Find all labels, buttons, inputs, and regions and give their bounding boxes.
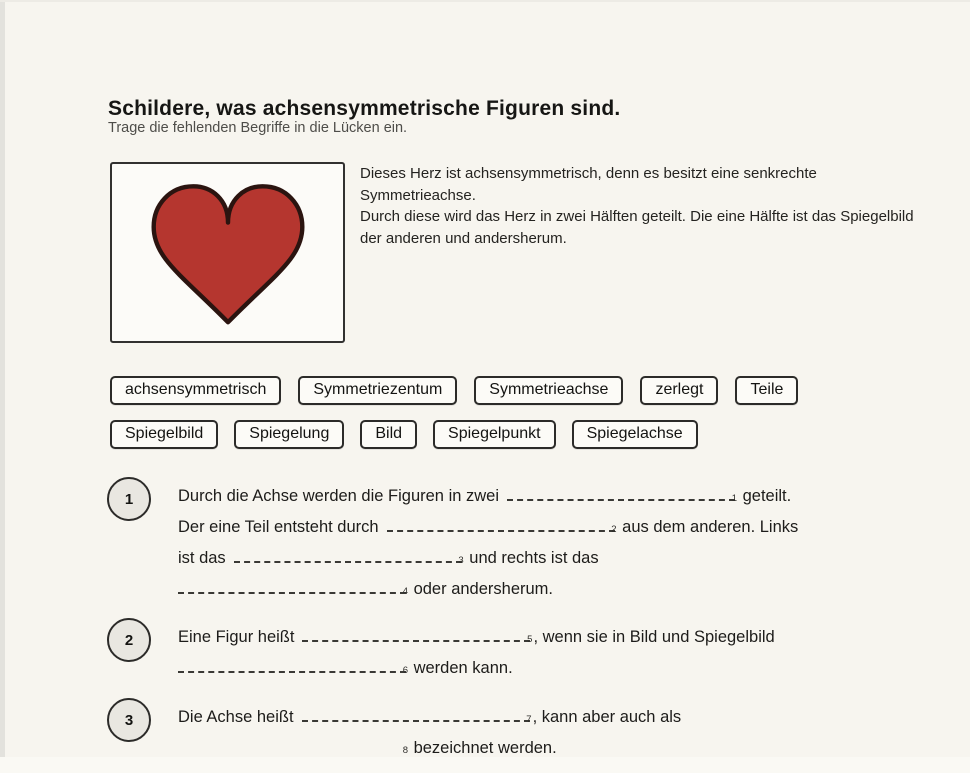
blank-7-index: 7: [526, 713, 532, 725]
blank-3-index: 3: [458, 554, 464, 566]
question-1-number: 1: [107, 477, 151, 521]
answer-blank-7[interactable]: [302, 705, 532, 725]
word-bank-row-1: [110, 376, 798, 405]
word-chip-teile[interactable]: Teile: [735, 376, 798, 405]
question-2-text: [178, 622, 898, 684]
answer-blank-4[interactable]: [178, 577, 408, 597]
blank-1-index: 1: [731, 492, 738, 504]
q1-line2-post: aus dem anderen. Links: [617, 518, 799, 536]
question-3-number: 3: [107, 698, 151, 742]
q1-line4-post: oder andersherum.: [409, 580, 553, 598]
heart-icon: [142, 177, 314, 329]
answer-blank-1[interactable]: [507, 484, 738, 504]
word-chip-spiegelpunkt[interactable]: Spiegelpunkt: [433, 420, 556, 449]
question-2-number: 2: [107, 618, 151, 662]
heart-image-frame: [110, 162, 345, 343]
left-edge-strip: [0, 0, 5, 773]
answer-blank-2[interactable]: [387, 515, 617, 535]
word-chip-symmetrieachse[interactable]: Symmetrieachse: [474, 376, 623, 405]
blank-5-index: 5: [527, 633, 533, 645]
blank-4-index: 4: [402, 585, 408, 597]
q3-line1-post: , kann aber auch als: [532, 708, 682, 726]
word-chip-spiegelbild[interactable]: Spiegelbild: [110, 420, 218, 449]
answer-blank-5[interactable]: [302, 625, 533, 645]
word-chip-zerlegt[interactable]: zerlegt: [640, 376, 718, 405]
q1-line2-pre: Der eine Teil entsteht durch: [178, 518, 379, 536]
page-subtitle: Trage die fehlenden Begriffe in die Lücken ein.: [108, 120, 408, 136]
blank-8-index: 8: [402, 744, 408, 756]
word-bank-row-2: [110, 420, 698, 449]
q1-line1-post: geteilt.: [738, 487, 792, 505]
q3-line2-post: bezeichnet werden.: [409, 739, 557, 757]
answer-blank-6[interactable]: [178, 656, 408, 676]
word-chip-spiegelachse[interactable]: Spiegelachse: [572, 420, 698, 449]
top-edge-strip: [0, 0, 970, 2]
blank-6-index: 6: [402, 664, 408, 676]
q2-line1-pre: Eine Figur heißt: [178, 628, 295, 646]
question-3-text: [178, 702, 898, 764]
q1-line1-pre: Durch die Achse werden die Figuren in zwei: [178, 487, 500, 505]
heart-description-paragraph-2: Durch diese wird das Herz in zwei Hälften geteilt. Die eine Hälfte ist das Spiegelbild der anderen und andersherum.: [360, 208, 914, 247]
question-1-text: [178, 481, 898, 605]
q1-line3-pre: ist das: [178, 549, 226, 567]
word-chip-bild[interactable]: Bild: [360, 420, 417, 449]
heart-description: [360, 163, 918, 249]
q3-line1-pre: Die Achse heißt: [178, 708, 294, 726]
q2-line1-post: , wenn sie in Bild und Spiegelbild: [533, 628, 775, 646]
word-chip-achsensymmetrisch[interactable]: achsensymmetrisch: [110, 376, 281, 405]
q2-line2-post: werden kann.: [409, 659, 513, 677]
page-title: Schildere, was achsensymmetrische Figuren sind.: [108, 97, 621, 121]
answer-blank-8[interactable]: [178, 736, 408, 756]
answer-blank-3[interactable]: [234, 546, 464, 566]
q1-line3-post: und rechts ist das: [464, 549, 599, 567]
heart-description-paragraph-1: Dieses Herz ist achsensymmetrisch, denn es besitzt eine senkrechte Symmetrieachse.: [360, 165, 817, 204]
word-chip-spiegelung[interactable]: Spiegelung: [234, 420, 344, 449]
word-chip-symmetriezentum[interactable]: Symmetriezentum: [298, 376, 457, 405]
blank-2-index: 2: [611, 523, 617, 535]
